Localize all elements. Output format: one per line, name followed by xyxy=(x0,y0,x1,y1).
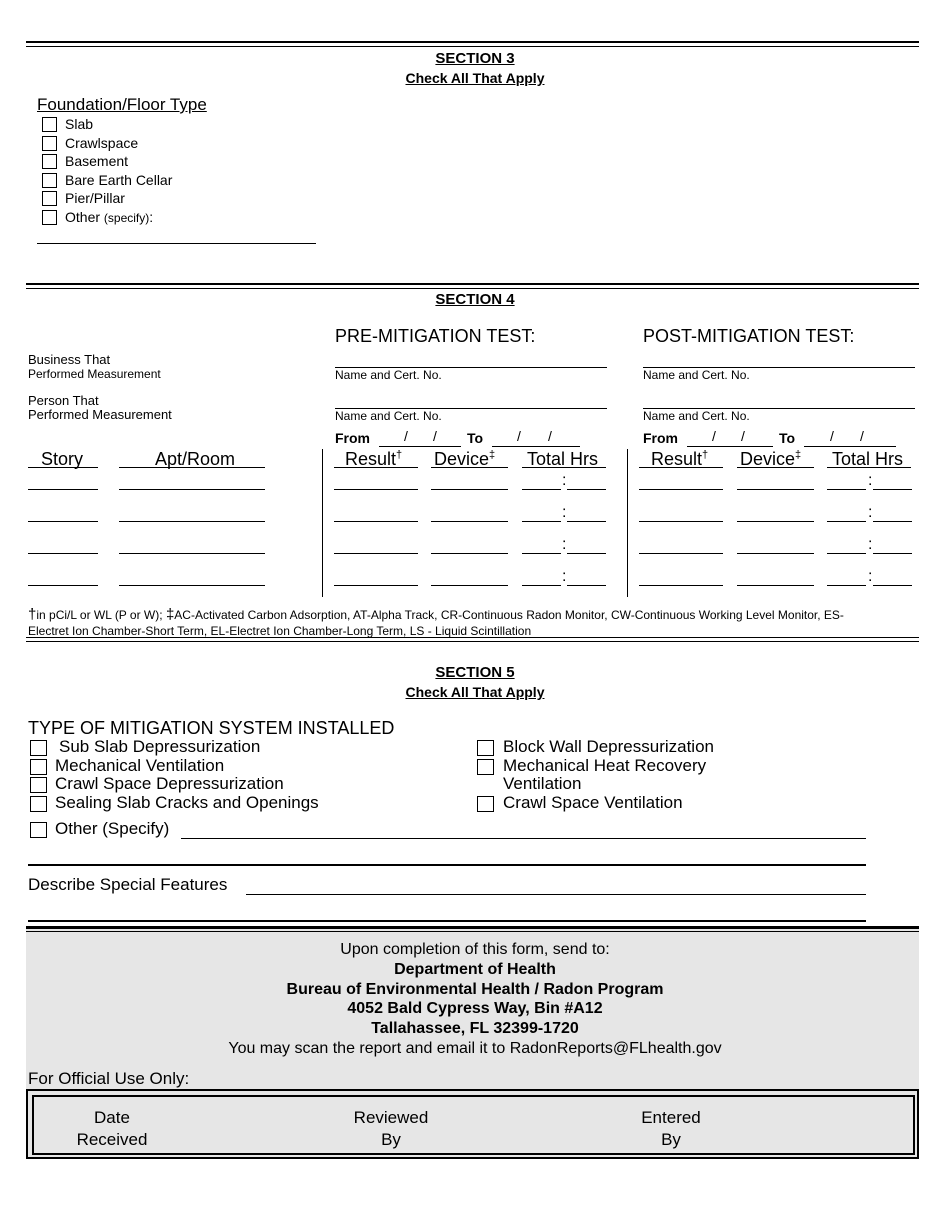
col-apt-underline xyxy=(119,467,265,468)
pre-hrs-input-row2[interactable] xyxy=(522,521,561,522)
pre-to-slash2: / xyxy=(548,428,552,444)
bureau-line: Bureau of Environmental Health / Radon Program xyxy=(286,981,664,998)
post-total-underline xyxy=(827,467,911,468)
pre-result-dagger: † xyxy=(396,449,403,461)
footnote-line2: Electret Ion Chamber-Short Term, EL-Electret Ion Chamber-Long Term, LS - Liquid Scintillation xyxy=(28,624,532,638)
describe-features-input[interactable] xyxy=(246,894,866,895)
section4-title: SECTION 4 xyxy=(435,291,515,308)
pre-person-caption: Name and Cert. No. xyxy=(335,409,442,423)
post-hrs-colon-row4: : xyxy=(868,568,873,585)
pre-hrs-input-row3[interactable] xyxy=(522,553,561,554)
pre-from-slash1: / xyxy=(404,428,408,444)
other-foundation-text: Other xyxy=(65,209,101,225)
post-device-underline xyxy=(737,467,814,468)
entered-by-line2: By xyxy=(661,1130,681,1149)
section5-title: SECTION 5 xyxy=(435,664,515,681)
business-label-line1: Business That xyxy=(28,352,111,367)
pre-result-input-row4[interactable] xyxy=(334,585,418,586)
footnote-part2: AC-Activated Carbon Adsorption, AT-Alpha Track, CR-Continuous Radon Monitor, CW-Continuous Working Level Monitor, ES- xyxy=(174,608,844,622)
post-result-underline xyxy=(639,467,723,468)
business-label-line2: Performed Measurement xyxy=(28,367,161,381)
pre-column-divider xyxy=(322,449,323,597)
date-received-line1: Date xyxy=(94,1108,130,1127)
col-apt-header: Apt/Room xyxy=(155,449,236,469)
pre-from-date-input[interactable] xyxy=(379,446,461,447)
pre-device-ddagger: ‡ xyxy=(489,449,496,461)
pre-result-input-row1[interactable] xyxy=(334,489,418,490)
pre-hrs-input-row4[interactable] xyxy=(522,585,561,586)
post-device-input-row1[interactable] xyxy=(737,489,814,490)
pre-device-underline xyxy=(431,467,508,468)
apt-input-row2[interactable] xyxy=(119,521,265,522)
city-line: Tallahassee, FL 32399-1720 xyxy=(371,1020,579,1037)
post-result-input-row3[interactable] xyxy=(639,553,723,554)
entered-by-line1: Entered xyxy=(641,1108,701,1127)
other-foundation-specify: (specify) xyxy=(103,211,150,225)
post-hrs-input-row1[interactable] xyxy=(827,489,866,490)
foundation-heading: Foundation/Floor Type xyxy=(37,95,207,114)
heat-recovery-label-line1: Mechanical Heat Recovery xyxy=(503,756,707,775)
pre-to-label: To xyxy=(467,430,484,446)
pre-to-slash1: / xyxy=(517,428,521,444)
crawl-vent-label: Crawl Space Ventilation xyxy=(503,793,683,812)
post-person-caption: Name and Cert. No. xyxy=(643,409,750,423)
pre-device-input-row2[interactable] xyxy=(431,521,508,522)
pre-mitigation-heading: PRE-MITIGATION TEST: xyxy=(335,326,536,346)
block-wall-label: Block Wall Depressurization xyxy=(503,737,714,756)
footer-top-rule-thin xyxy=(26,931,919,932)
pre-device-text: Device xyxy=(434,449,490,469)
bare-earth-cellar-checkbox[interactable] xyxy=(42,173,57,188)
pre-min-input-row1[interactable] xyxy=(567,489,606,490)
post-result-text: Result xyxy=(651,449,703,469)
pre-hrs-colon-row4: : xyxy=(562,568,567,585)
post-min-input-row1[interactable] xyxy=(873,489,912,490)
sub-slab-label: Sub Slab Depressurization xyxy=(59,737,261,756)
section5-top-rule xyxy=(26,637,919,642)
post-result-input-row2[interactable] xyxy=(639,521,723,522)
pre-total-underline xyxy=(522,467,606,468)
pre-from-slash2: / xyxy=(433,428,437,444)
post-min-input-row2[interactable] xyxy=(873,521,912,522)
basement-label: Basement xyxy=(65,153,129,169)
post-to-slash2: / xyxy=(860,428,864,444)
other-mit-checkbox[interactable] xyxy=(30,822,47,838)
pre-from-label: From xyxy=(335,430,370,446)
other-foundation-colon: : xyxy=(149,209,154,225)
post-from-slash1: / xyxy=(712,428,716,444)
pier-pillar-label: Pier/Pillar xyxy=(65,190,125,206)
pre-min-input-row3[interactable] xyxy=(567,553,606,554)
post-column-divider xyxy=(627,449,628,597)
pre-to-date-input[interactable] xyxy=(492,446,580,447)
other-foundation-input-line[interactable] xyxy=(37,243,316,244)
post-result-dagger: † xyxy=(702,449,709,461)
crawl-vent-checkbox[interactable] xyxy=(477,796,494,812)
post-hrs-colon-row3: : xyxy=(868,536,873,553)
post-col-total-header: Total Hrs xyxy=(832,449,904,469)
mech-vent-checkbox[interactable] xyxy=(30,759,47,775)
story-input-row2[interactable] xyxy=(28,521,98,522)
post-from-slash2: / xyxy=(741,428,745,444)
sealing-label: Sealing Slab Cracks and Openings xyxy=(55,793,319,812)
apt-input-row1[interactable] xyxy=(119,489,265,490)
official-box-inner xyxy=(32,1095,915,1155)
post-from-date-input[interactable] xyxy=(687,446,773,447)
post-device-input-row2[interactable] xyxy=(737,521,814,522)
dept-line: Department of Health xyxy=(394,961,556,978)
other-foundation-label xyxy=(65,209,153,225)
basement-checkbox[interactable] xyxy=(42,154,57,169)
post-mitigation-heading: POST-MITIGATION TEST: xyxy=(643,326,855,346)
section5-subtitle: Check All That Apply xyxy=(405,684,545,700)
send-to-line: Upon completion of this form, send to: xyxy=(340,941,610,958)
pre-hrs-colon-row2: : xyxy=(562,504,567,521)
pre-hrs-input-row1[interactable] xyxy=(522,489,561,490)
email-line: You may scan the report and email it to RadonReports@FLhealth.gov xyxy=(228,1040,722,1057)
pre-business-caption: Name and Cert. No. xyxy=(335,368,442,382)
describe-features-input-line2[interactable] xyxy=(28,920,866,922)
crawl-depress-checkbox[interactable] xyxy=(30,777,47,793)
footnote-line1 xyxy=(28,606,844,623)
reviewed-by-line2: By xyxy=(381,1130,401,1149)
footnote-dagger: † xyxy=(28,606,37,623)
pre-result-underline xyxy=(334,467,418,468)
post-result-input-row4[interactable] xyxy=(639,585,723,586)
person-label-line2: Performed Measurement xyxy=(28,407,172,422)
pre-device-input-row4[interactable] xyxy=(431,585,508,586)
post-result-input-row1[interactable] xyxy=(639,489,723,490)
footnote-ddagger: ‡ xyxy=(165,606,175,623)
slab-checkbox[interactable] xyxy=(42,117,57,132)
reviewed-by-line1: Reviewed xyxy=(353,1108,429,1127)
official-use-label: For Official Use Only: xyxy=(28,1069,190,1088)
post-hrs-colon-row2: : xyxy=(868,504,873,521)
other-mit-input-line[interactable] xyxy=(181,838,866,839)
pre-device-input-row3[interactable] xyxy=(431,553,508,554)
post-device-ddagger: ‡ xyxy=(795,449,802,461)
crawlspace-label: Crawlspace xyxy=(65,135,139,151)
story-input-row4[interactable] xyxy=(28,585,98,586)
col-story-header: Story xyxy=(41,449,84,469)
crawlspace-checkbox[interactable] xyxy=(42,136,57,151)
other-mit-label: Other (Specify) xyxy=(55,819,170,838)
other-mit-input-line2[interactable] xyxy=(28,864,866,866)
pre-min-input-row2[interactable] xyxy=(567,521,606,522)
pre-min-input-row4[interactable] xyxy=(567,585,606,586)
address-line: 4052 Bald Cypress Way, Bin #A12 xyxy=(347,1000,603,1017)
story-input-row1[interactable] xyxy=(28,489,98,490)
pier-pillar-checkbox[interactable] xyxy=(42,191,57,206)
sealing-checkbox[interactable] xyxy=(30,796,47,812)
post-min-input-row3[interactable] xyxy=(873,553,912,554)
post-to-label: To xyxy=(779,430,796,446)
apt-input-row3[interactable] xyxy=(119,553,265,554)
pre-col-total-header: Total Hrs xyxy=(527,449,599,469)
col-story-underline xyxy=(28,467,98,468)
post-hrs-colon-row1: : xyxy=(868,472,873,489)
heat-recovery-label-line2: Ventilation xyxy=(503,774,582,793)
post-business-caption: Name and Cert. No. xyxy=(643,368,750,382)
post-hrs-input-row2[interactable] xyxy=(827,521,866,522)
pre-hrs-colon-row1: : xyxy=(562,472,567,489)
post-from-label: From xyxy=(643,430,678,446)
post-device-text: Device xyxy=(740,449,796,469)
section3-top-rule xyxy=(26,41,919,47)
post-hrs-input-row3[interactable] xyxy=(827,553,866,554)
sub-slab-checkbox[interactable] xyxy=(30,740,47,756)
mitigation-type-heading: TYPE OF MITIGATION SYSTEM INSTALLED xyxy=(28,718,395,738)
person-label-line1: Person That xyxy=(28,393,99,408)
pre-result-text: Result xyxy=(345,449,397,469)
pre-result-input-row2[interactable] xyxy=(334,521,418,522)
pre-result-input-row3[interactable] xyxy=(334,553,418,554)
post-to-date-input[interactable] xyxy=(804,446,896,447)
section3-subtitle: Check All That Apply xyxy=(405,70,545,86)
slab-label: Slab xyxy=(65,116,94,132)
section4-top-rule xyxy=(26,283,919,289)
block-wall-checkbox[interactable] xyxy=(477,740,494,756)
heat-recovery-checkbox[interactable] xyxy=(477,759,494,775)
other-foundation-checkbox[interactable] xyxy=(42,210,57,225)
footer-top-rule xyxy=(26,926,919,929)
mech-vent-label: Mechanical Ventilation xyxy=(55,756,225,775)
apt-input-row4[interactable] xyxy=(119,585,265,586)
footnote-part1: in pCi/L or WL (P or W); xyxy=(36,608,163,622)
post-device-input-row3[interactable] xyxy=(737,553,814,554)
pre-device-input-row1[interactable] xyxy=(431,489,508,490)
pre-hrs-colon-row3: : xyxy=(562,536,567,553)
post-hrs-input-row4[interactable] xyxy=(827,585,866,586)
story-input-row3[interactable] xyxy=(28,553,98,554)
post-device-input-row4[interactable] xyxy=(737,585,814,586)
bare-earth-cellar-label: Bare Earth Cellar xyxy=(65,172,173,188)
crawl-depress-label: Crawl Space Depressurization xyxy=(55,774,284,793)
post-to-slash1: / xyxy=(830,428,834,444)
section3-title: SECTION 3 xyxy=(435,50,515,67)
describe-features-label: Describe Special Features xyxy=(28,875,228,894)
date-received-line2: Received xyxy=(76,1130,148,1149)
post-min-input-row4[interactable] xyxy=(873,585,912,586)
